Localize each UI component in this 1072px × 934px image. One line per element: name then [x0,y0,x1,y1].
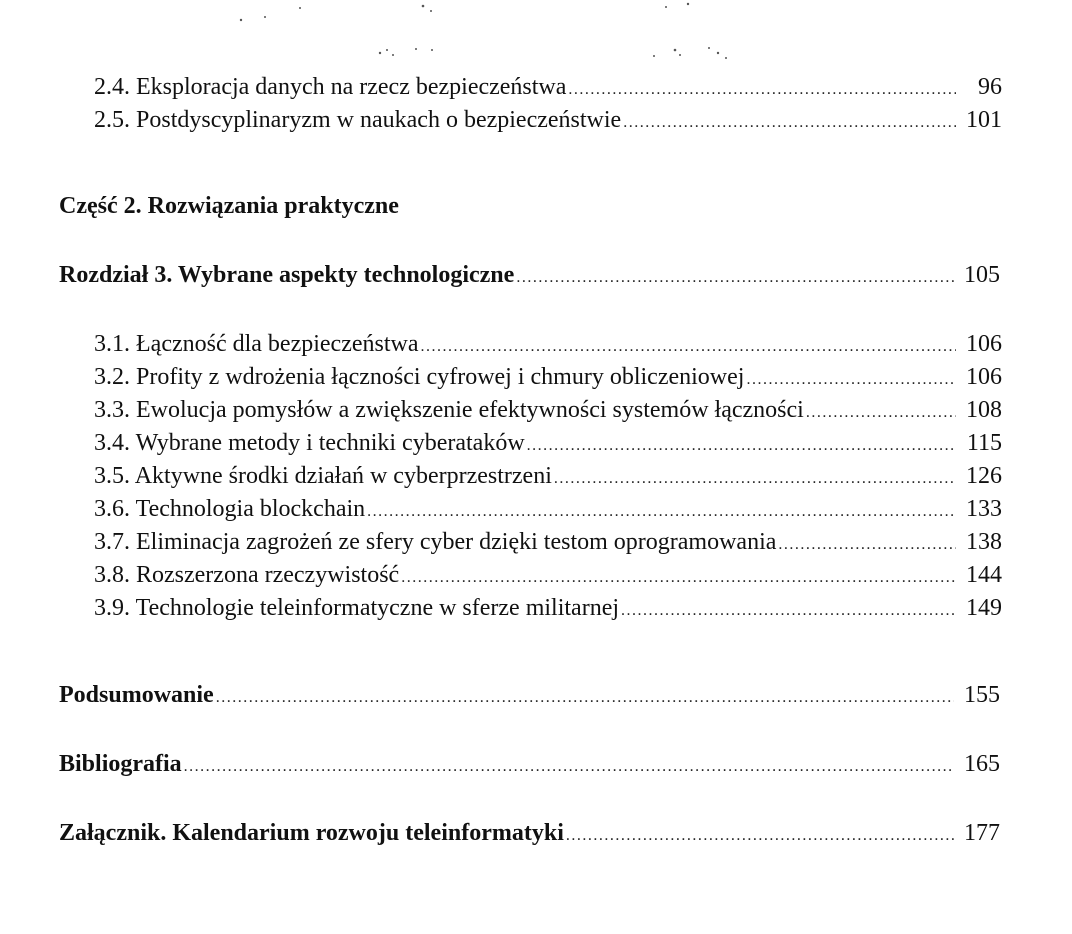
toc-appendix-title: Załącznik. Kalendarium rozwoju teleinformatyki [59,820,564,846]
toc-bibliography-title: Bibliografia [59,751,182,777]
toc-entry-title: 3.9. Technologie teleinformatyczne w sferze militarnej [94,595,620,621]
toc-summary-title: Podsumowanie [59,682,214,708]
dot-leader [367,497,956,527]
dot-leader [623,108,956,138]
toc-entry[interactable] [94,72,1002,105]
toc-entry-page: 106 [966,364,1002,390]
toc-entry-page: 106 [966,331,1002,357]
toc-entry-page: 126 [966,463,1002,489]
toc-summary[interactable] [59,680,1000,713]
toc-appendix-page: 177 [964,820,1000,846]
toc-entry[interactable] [94,362,1002,395]
toc-entry-page: 133 [966,496,1002,522]
toc-entry-title: 3.8. Rozszerzona rzeczywistość [94,562,400,588]
toc-entry-title: 3.7. Eliminacja zagrożeń ze sfery cyber dzięki testom oprogramowania [94,529,777,555]
toc-entry-title: 3.6. Technologia blockchain [94,496,366,522]
toc-entry-title: 2.5. Postdyscyplinaryzm w naukach o bezpieczeństwie [94,107,622,133]
toc-entry-title: 3.1. Łączność dla bezpieczeństwa [94,331,419,357]
part-heading: Część 2. Rozwiązania praktyczne [59,193,399,219]
dot-leader [778,530,956,560]
toc-entry[interactable] [94,593,1002,626]
toc-entry[interactable] [94,329,1002,362]
toc-entry-title: 3.4. Wybrane metody i techniki cyberataków [94,430,525,456]
toc-entry-title: 2.4. Eksploracja danych na rzecz bezpieczeństwa [94,74,567,100]
toc-entry[interactable] [94,560,1002,593]
toc-appendix[interactable] [59,818,1000,851]
dot-leader [566,821,954,851]
dot-leader [621,596,956,626]
toc-chapter[interactable] [59,260,1000,293]
toc-entry[interactable] [94,494,1002,527]
toc-chapter-page: 105 [964,262,1000,288]
toc-entry-page: 149 [966,595,1002,621]
toc-entry[interactable] [94,105,1002,138]
toc-entry-title: 3.2. Profity z wdrożenia łączności cyfrowej i chmury obliczeniowej [94,364,745,390]
dot-leader [806,398,956,428]
toc-chapter-title: Rozdział 3. Wybrane aspekty technologiczne [59,262,515,288]
toc-entry[interactable] [94,428,1002,461]
dot-leader [568,75,956,105]
toc-entry-page: 96 [978,74,1002,100]
toc-entry[interactable] [94,395,1002,428]
toc-summary-page: 155 [964,682,1000,708]
toc-bibliography[interactable] [59,749,1000,782]
dot-leader [184,752,954,782]
toc-entry-page: 138 [966,529,1002,555]
dot-leader [216,683,954,713]
toc-bibliography-page: 165 [964,751,1000,777]
toc-entry-page: 144 [966,562,1002,588]
toc-entry-page: 115 [966,430,1002,456]
dot-leader [401,563,956,593]
toc-entry-title: 3.5. Aktywne środki działań w cyberprzestrzeni [94,463,552,489]
toc-entry[interactable] [94,527,1002,560]
dot-leader [554,464,956,494]
dot-leader [421,332,956,362]
dot-leader [516,263,954,293]
dot-leader [527,431,956,461]
toc-entry-page: 108 [966,397,1002,423]
toc-entry[interactable] [94,461,1002,494]
toc-entry-title: 3.3. Ewolucja pomysłów a zwiększenie efektywności systemów łączności [94,397,804,423]
toc-entry-page: 101 [966,107,1002,133]
dot-leader [746,365,956,395]
